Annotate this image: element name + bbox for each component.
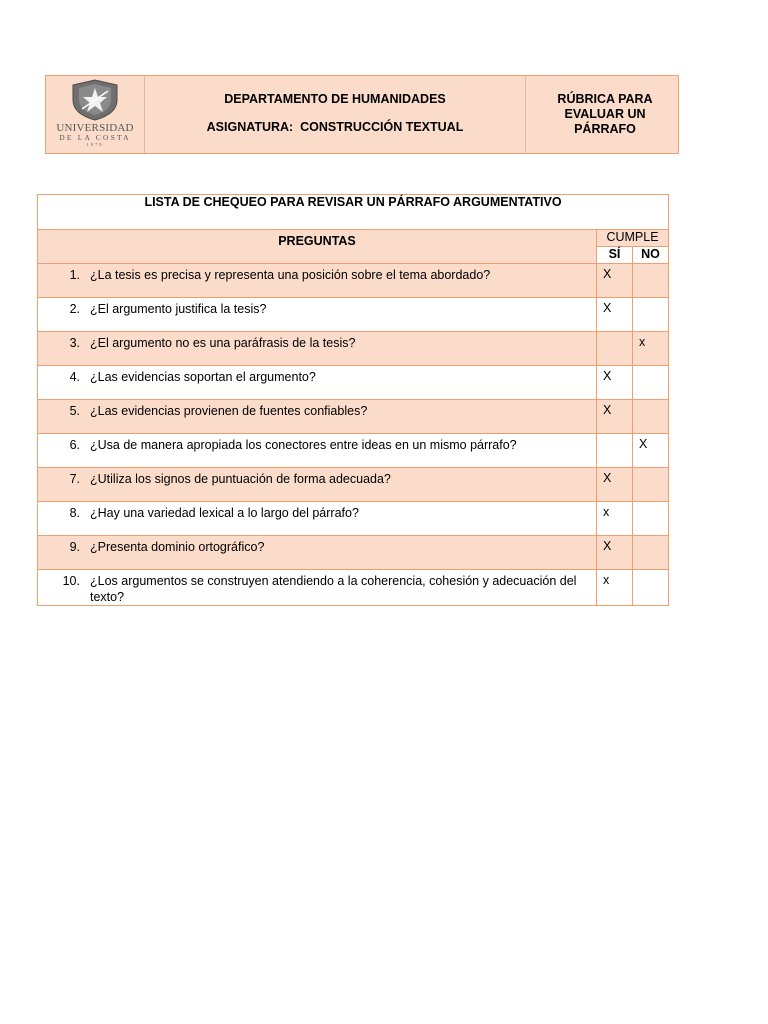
table-row bbox=[38, 434, 669, 468]
question-text: ¿Las evidencias provienen de fuentes confiables? bbox=[90, 404, 368, 418]
question-number: 10. bbox=[62, 574, 80, 588]
header-center bbox=[145, 76, 526, 153]
table-row bbox=[38, 536, 669, 570]
question-number: 2. bbox=[69, 302, 80, 316]
si-mark: X bbox=[597, 468, 633, 502]
question-cell bbox=[38, 264, 597, 298]
logo-text-line3: 1970 bbox=[86, 142, 104, 147]
no-mark: x bbox=[633, 332, 669, 366]
questions-header: PREGUNTAS bbox=[38, 230, 597, 264]
checklist-body bbox=[38, 264, 669, 606]
logo-text-line1: UNIVERSIDAD bbox=[56, 122, 134, 134]
question-cell bbox=[38, 366, 597, 400]
question-number: 6. bbox=[69, 438, 80, 452]
question-cell bbox=[38, 570, 597, 606]
si-mark: X bbox=[597, 400, 633, 434]
si-mark: x bbox=[597, 570, 633, 606]
question-text: ¿Los argumentos se construyen atendiendo a la coherencia, cohesión y adecuación del texto? bbox=[90, 574, 577, 604]
table-row bbox=[38, 400, 669, 434]
no-mark bbox=[633, 536, 669, 570]
table-row bbox=[38, 366, 669, 400]
question-text: ¿El argumento no es una paráfrasis de la tesis? bbox=[90, 336, 356, 350]
header-row bbox=[38, 230, 669, 247]
no-header: NO bbox=[633, 247, 669, 264]
question-number: 9. bbox=[69, 540, 80, 554]
si-mark bbox=[597, 434, 633, 468]
question-number: 3. bbox=[69, 336, 80, 350]
university-crest-icon bbox=[46, 76, 145, 122]
question-number: 8. bbox=[69, 506, 80, 520]
no-mark bbox=[633, 298, 669, 332]
checklist-title: LISTA DE CHEQUEO PARA REVISAR UN PÁRRAFO ARGUMENTATIVO bbox=[38, 195, 669, 230]
no-mark bbox=[633, 502, 669, 536]
table-row bbox=[38, 468, 669, 502]
subject-title: ASIGNATURA: CONSTRUCCIÓN TEXTUAL bbox=[206, 120, 464, 134]
question-number: 1. bbox=[69, 268, 80, 282]
question-number: 7. bbox=[69, 472, 80, 486]
si-mark: X bbox=[597, 298, 633, 332]
question-text: ¿El argumento justifica la tesis? bbox=[90, 302, 267, 316]
si-mark: x bbox=[597, 502, 633, 536]
no-mark bbox=[633, 400, 669, 434]
question-number: 4. bbox=[69, 370, 80, 384]
rubric-title bbox=[526, 76, 678, 153]
question-text: ¿La tesis es precisa y representa una posición sobre el tema abordado? bbox=[90, 268, 491, 282]
no-mark bbox=[633, 570, 669, 606]
si-mark: X bbox=[597, 536, 633, 570]
table-row bbox=[38, 502, 669, 536]
rubric-line-3: PÁRRAFO bbox=[574, 122, 636, 136]
question-cell bbox=[38, 502, 597, 536]
table-row bbox=[38, 570, 669, 606]
si-mark: X bbox=[597, 264, 633, 298]
no-mark bbox=[633, 264, 669, 298]
question-text: ¿Presenta dominio ortográfico? bbox=[90, 540, 265, 554]
si-mark: X bbox=[597, 366, 633, 400]
si-header: SÍ bbox=[597, 247, 633, 264]
question-cell bbox=[38, 468, 597, 502]
checklist-table bbox=[37, 194, 669, 606]
logo-text-line2: DE LA COSTA bbox=[59, 133, 131, 142]
no-mark: X bbox=[633, 434, 669, 468]
department-title: DEPARTAMENTO DE HUMANIDADES bbox=[224, 92, 446, 106]
question-text: ¿Utiliza los signos de puntuación de forma adecuada? bbox=[90, 472, 391, 486]
question-number: 5. bbox=[69, 404, 80, 418]
cumple-header: CUMPLE bbox=[597, 230, 669, 247]
question-cell bbox=[38, 434, 597, 468]
rubric-line-1: RÚBRICA PARA bbox=[557, 92, 653, 106]
document-header bbox=[45, 75, 679, 154]
university-logo bbox=[46, 76, 145, 153]
no-mark bbox=[633, 366, 669, 400]
question-text: ¿Hay una variedad lexical a lo largo del párrafo? bbox=[90, 506, 359, 520]
table-row bbox=[38, 298, 669, 332]
table-row bbox=[38, 264, 669, 298]
rubric-line-2: EVALUAR UN bbox=[564, 107, 646, 121]
question-cell bbox=[38, 400, 597, 434]
question-text: ¿Las evidencias soportan el argumento? bbox=[90, 370, 316, 384]
question-cell bbox=[38, 536, 597, 570]
question-cell bbox=[38, 332, 597, 366]
no-mark bbox=[633, 468, 669, 502]
question-text: ¿Usa de manera apropiada los conectores entre ideas en un mismo párrafo? bbox=[90, 438, 517, 452]
table-row bbox=[38, 332, 669, 366]
checklist-title-row bbox=[38, 195, 669, 230]
si-mark bbox=[597, 332, 633, 366]
question-cell bbox=[38, 298, 597, 332]
